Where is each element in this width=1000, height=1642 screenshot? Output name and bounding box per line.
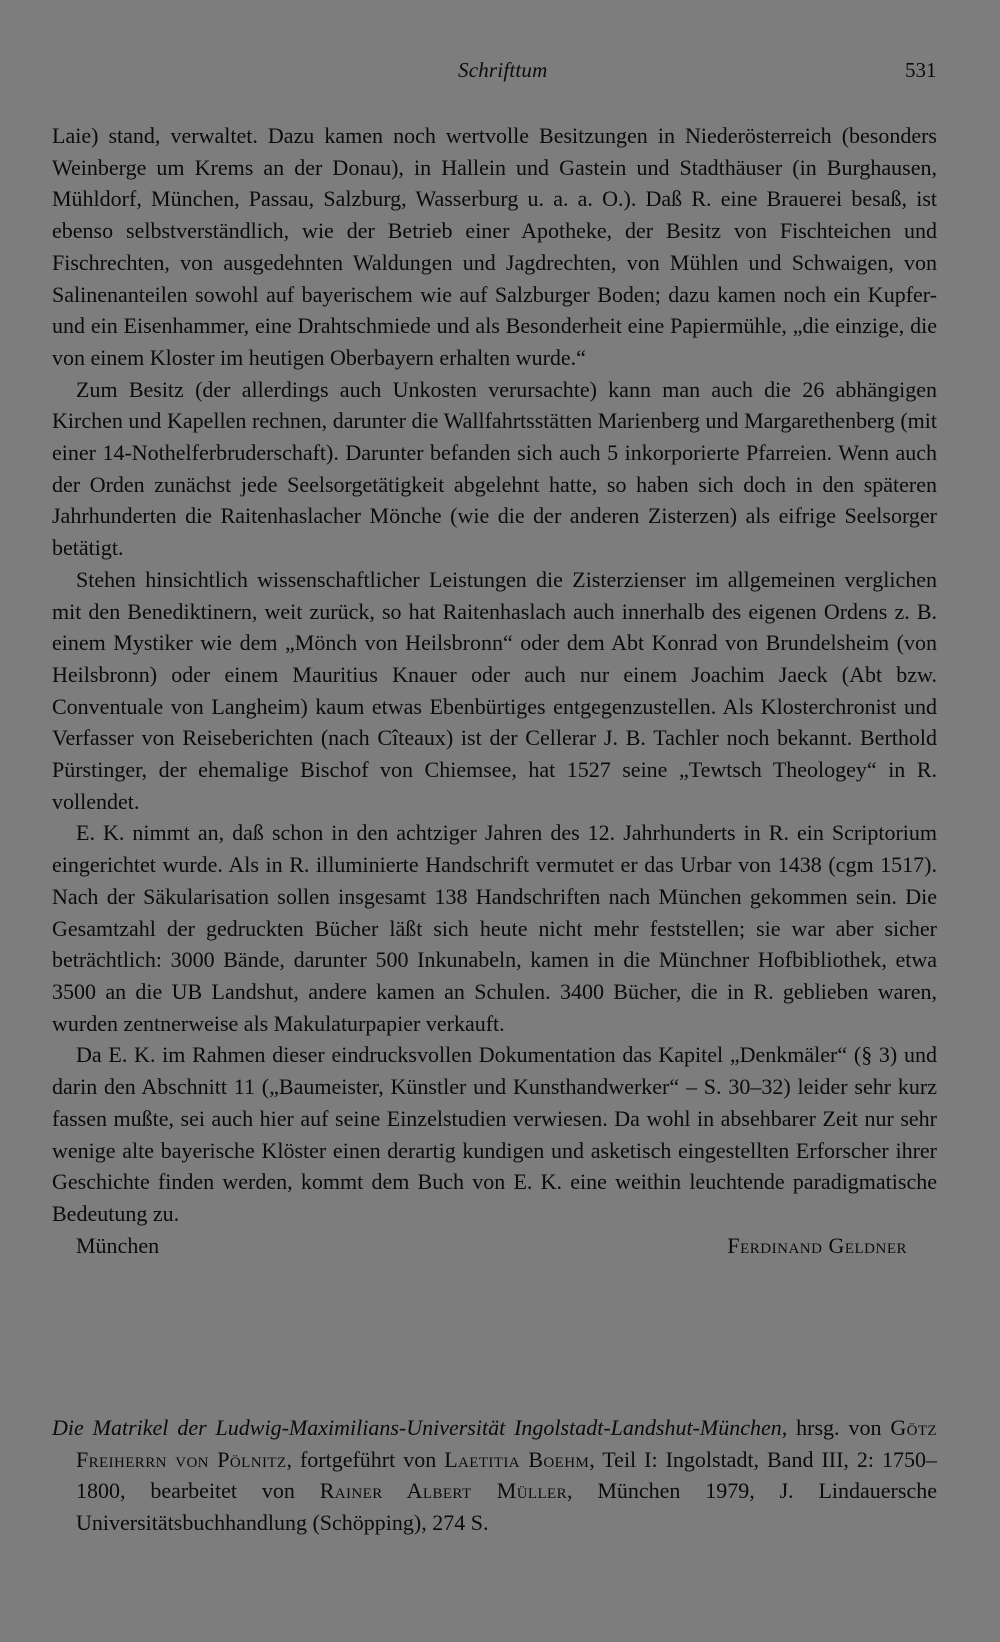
paragraph-3: Stehen hinsichtlich wissenschaftlicher Leistungen die Zisterzienser im allgemeinen verglichen mit den Benediktinern, weit zurück, so hat Raitenhaslach auch innerhalb des eigenen Ordens z. B. einem Mystiker wie dem „Mönch von Heilsbronn“ oder dem Abt Konrad von Brundelsheim (von Heilsbronn) oder einem Mauritius Knauer oder auch nur einem Joachim Jaeck (Abt bzw. Conventuale von Langheim) kaum etwas Ebenbürtiges entgegenzustellen. Als Klosterchronist und Verfasser von Reiseberichten (nach Cîteaux) ist der Cellerar J. B. Tachler noch bekannt. Berthold Pürstinger, der ehemalige Bischof von Chiemsee, hat 1527 seine „Tewtsch Theologey“ in R. vollendet. [52,566,937,814]
paragraph-4: E. K. nimmt an, daß schon in den achtziger Jahren des 12. Jahrhunderts in R. ein Scriptorium eingerichtet wurde. Als in R. illuminierte Handschrift vermutet er das Urbar von 1438 (cgm 1517). Nach der Säkularisation sollen insgesamt 138 Handschriften nach München gekommen sein. Die Gesamtzahl der gedruckten Bücher läßt sich heute nicht mehr feststellen; sie war aber sicher beträchtlich: 3000 Bände, darunter 500 Inkunabeln, kamen in die Münchner Hofbibliothek, etwa 3500 an die UB Landshut, andere kamen an Schulen. 3400 Bücher, die in R. geblieben waren, wurden zentnerweise als Makulaturpapier verkauft. [52,820,937,1036]
review-body [52,120,937,1261]
page-number: 531 [905,58,937,82]
paragraph-5: Da E. K. im Rahmen dieser eindrucksvollen Dokumentation das Kapitel „Denkmäler“ (§ 3) und darin den Abschnitt 11 („Baumeister, Künstler und Kunsthandwerker“ – S. 30–32) leider sehr kurz fassen mußte, sei auch hier auf seine Einzelstudien verwiesen. Da wohl in absehbarer Zeit nur sehr wenige alte bayerische Klöster einen derartig kundigen und asketisch eingestellten Erforscher ihrer Geschichte finden werden, kommt dem Buch von E. K. eine weithin leuchtende paradigmatische Bedeutung zu. [52,1042,937,1226]
paragraph-2: Zum Besitz (der allerdings auch Unkosten verursachte) kann man auch die 26 abhängigen Kirchen und Kapellen rechnen, darunter die Wallfahrtsstätten Marienberg und Margarethenberg (mit einer 14-Nothelferbruderschaft). Darunter befanden sich auch 5 inkorporierte Pfarreien. Wenn auch der Orden zunächst jede Seelsorgetätigkeit abgelehnt hatte, so haben sich doch in den späteren Jahrhunderten die Raitenhaslacher Mönche (wie die der anderen Zisterzen) als eifrige Seelsorger betätigt. [52,376,937,561]
bib-text-4: , München 1979, J. Lindauersche Universitätsbuchhandlung (Schöpping), 274 S. [76,1478,937,1536]
bib-text-1: hrsg. von [787,1415,891,1440]
running-head [0,58,1000,92]
book-title: Die Matrikel der Ludwig-Maximilians-Universität Ingolstadt-Landshut-München, [52,1415,788,1440]
reviewer-name: Ferdinand Geldner [727,1232,907,1258]
editor-3: Rainer Albert Müller [319,1478,568,1504]
bib-text-2: , fortgeführt von [286,1446,445,1472]
editor-2: Laetitia Boehm [444,1446,590,1472]
signature-place: München [76,1232,160,1258]
next-review-header [52,1412,937,1539]
bibliographic-entry [52,1412,937,1539]
signature-line [52,1230,937,1262]
paragraph-1: Laie) stand, verwaltet. Dazu kamen noch wertvolle Besitzungen in Niederösterreich (besonders Weinberge um Krems an der Donau), in Hallein und Gastein und Stadthäuser (in Burghausen, Mühldorf, München, Passau, Salzburg, Wasserburg u. a. a. O.). Daß R. eine Brauerei besaß, ist ebenso selbstverständlich, wie der Betrieb einer Apotheke, der Besitz von Fischteichen und Fischrechten, von ausgedehnten Waldungen und Jagdrechten, von Mühlen und Schwaigen, von Salinenanteilen sowohl auf bayerischem wie auf Salzburger Boden; dazu kamen noch ein Kupfer- und ein Eisenhammer, eine Drahtschmiede und als Besonderheit eine Papiermühle, „die einzige, die von einem Kloster im heutigen Oberbayern erhalten wurde.“ [52,123,937,370]
editor-1: Götz Freiherrn von Pölnitz [76,1415,937,1472]
bib-text-3: , Teil I: Ingolstadt, Band III, 2: 1750–1800, bearbeitet von [76,1446,937,1504]
running-title: Schrifttum [458,58,548,82]
